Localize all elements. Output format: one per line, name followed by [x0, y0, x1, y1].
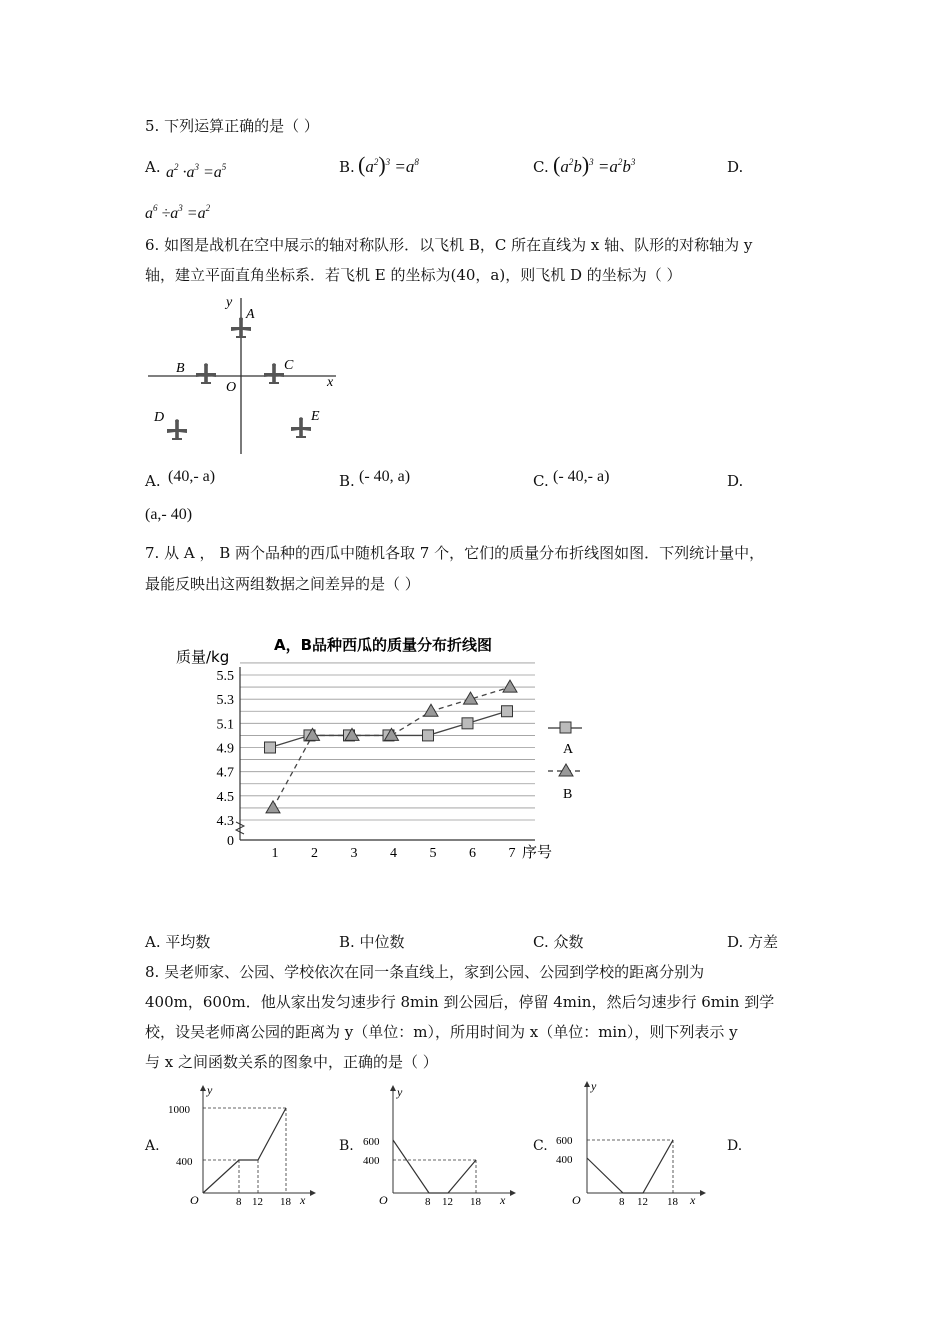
- chart-x-tick: 2: [311, 846, 318, 861]
- chart-point-B: [503, 680, 517, 692]
- q5-stem: 5. 下列运算正确的是（ ）: [145, 117, 319, 135]
- graph-a-xtick-12: 12: [252, 1196, 263, 1208]
- q8-line1: 8. 吴老师家、公园、学校依次在同一条直线上，家到公园、公园到学校的距离分别为: [145, 963, 705, 981]
- chart-point-B: [266, 801, 280, 813]
- chart-x-tick: 5: [429, 846, 437, 861]
- graph-a-ytick-400: 400: [176, 1156, 193, 1168]
- q7-option-d: D. 方差: [727, 933, 779, 951]
- q5-option-c-label: C.: [533, 158, 549, 176]
- fig6-c-label: C: [284, 358, 294, 373]
- chart-y-tick: 4.5: [216, 789, 234, 805]
- fig6-d-label: D: [154, 410, 165, 425]
- chart-y-tick: 5.1: [216, 717, 234, 733]
- graph-c-ytick-600: 600: [556, 1135, 573, 1147]
- chart-x-tick: 3: [350, 846, 358, 861]
- q8-line2: 400m，600m．他从家出发匀速步行 8min 到公园后，停留 4min，然后匀速步行 6min 到学: [145, 993, 775, 1011]
- graph-b-xtick-8: 8: [425, 1196, 431, 1208]
- chart-y-tick: 4.3: [216, 814, 234, 829]
- fig6-b-label: B: [176, 361, 185, 376]
- q7-line2: 最能反映出这两组数据之间差异的是（ ）: [145, 575, 420, 593]
- chart-x-tick: 4: [390, 846, 397, 861]
- q8-line4: 与 x 之间函数关系的图象中，正确的是（ ）: [145, 1053, 438, 1071]
- graph-a-x: x: [300, 1193, 306, 1207]
- fig6-y-label: y: [226, 295, 233, 310]
- q6-option-c-label: C.: [533, 472, 549, 490]
- graph-c-xtick-8: 8: [619, 1196, 625, 1208]
- chart-y-tick: 5.5: [216, 669, 234, 684]
- q6-option-d-value: (a,- 40): [145, 506, 193, 523]
- q6-option-d-label: D.: [727, 472, 744, 490]
- graph-b-ytick-400: 400: [363, 1155, 380, 1167]
- graph-b-origin: O: [379, 1193, 388, 1207]
- q5-option-d-expr: $a^6 \div a^3 =a^2$: [145, 203, 211, 222]
- q7-line1: 7. 从 A ， B 两个品种的西瓜中随机各取 7 个，它们的质量分布折线图如图．下列统计量中，: [145, 544, 765, 562]
- plane-e-icon: [291, 417, 311, 438]
- graph-c-origin: O: [572, 1193, 581, 1207]
- q6-option-a-value: (40,- a): [168, 468, 216, 485]
- fig6-origin-label: O: [226, 380, 237, 395]
- q6-option-c-value: (- 40,- a): [553, 468, 610, 485]
- fig6-e-label: E: [311, 409, 320, 424]
- graph-c-xtick-18: 18: [667, 1196, 678, 1208]
- q5-option-b-expr: $(a^2)^3 =a^8$: [358, 152, 419, 177]
- q8-graph-c: [550, 1076, 710, 1210]
- watermelon-mass-chart: [170, 625, 600, 870]
- chart-y-tick: 5.3: [216, 693, 234, 709]
- legend-label-A: A: [563, 742, 574, 757]
- aircraft-formation-figure: [140, 290, 350, 460]
- chart-x-tick: 7: [508, 846, 516, 861]
- q6-line2: 轴，建立平面直角坐标系．若飞机 E 的坐标为(40，a)，则飞机 D 的坐标为（ ）: [145, 266, 682, 284]
- chart-y-tick: 0: [227, 834, 234, 849]
- q8-graph-d-label: D.: [727, 1138, 743, 1154]
- fig6-a-label: A: [246, 307, 255, 322]
- q5-option-a-expr: $a^2 \cdot a^3 =a^5$: [166, 162, 227, 181]
- q8-graph-b-label: B.: [339, 1138, 354, 1154]
- graph-b-ytick-600: 600: [363, 1136, 380, 1148]
- graph-c-x: x: [690, 1193, 696, 1207]
- q6-option-b-value: (- 40, a): [359, 468, 411, 485]
- q5-option-b-label: B.: [339, 158, 355, 176]
- graph-a-xtick-8: 8: [236, 1196, 242, 1208]
- graph-a-xtick-18: 18: [280, 1196, 291, 1208]
- legend-marker-A: [560, 722, 571, 733]
- chart-ylabel: 质量/kg: [176, 648, 230, 666]
- plane-b-icon: [196, 363, 216, 384]
- graph-b-xtick-12: 12: [442, 1196, 453, 1208]
- plane-d-icon: [167, 419, 187, 440]
- q7-option-a: A. 平均数: [145, 933, 211, 951]
- chart-xlabel: 序号: [522, 843, 553, 861]
- q7-option-c: C. 众数: [533, 933, 584, 951]
- graph-c-xtick-12: 12: [637, 1196, 648, 1208]
- chart-point-A: [423, 730, 434, 741]
- graph-b-x: x: [500, 1193, 506, 1207]
- legend-marker-B: [559, 764, 573, 776]
- chart-point-A: [462, 718, 473, 729]
- chart-title: A，B品种西瓜的质量分布折线图: [274, 636, 493, 654]
- q6-option-b-label: B.: [339, 472, 355, 490]
- q8-graph-b: [355, 1080, 520, 1210]
- graph-c-y: y: [591, 1079, 597, 1093]
- graph-a-y: y: [207, 1083, 213, 1097]
- q8-graph-a: [160, 1080, 320, 1210]
- q7-option-b: B. 中位数: [339, 933, 405, 951]
- q5-option-c-expr: $(a^2b)^3 =a^2b^3$: [553, 152, 636, 177]
- graph-b-xtick-18: 18: [470, 1196, 481, 1208]
- graph-a-ytick-1000: 1000: [168, 1104, 190, 1116]
- chart-y-tick: 4.7: [216, 765, 234, 781]
- q6-line1: 6. 如图是战机在空中展示的轴对称队形．以飞机 B，C 所在直线为 x 轴、队形的对称轴为 y: [145, 236, 753, 254]
- plane-c-icon: [264, 363, 284, 384]
- q5-option-d-label: D.: [727, 158, 744, 176]
- chart-x-tick: 6: [469, 846, 476, 861]
- fig6-x-label: x: [327, 375, 334, 390]
- graph-c-ytick-400: 400: [556, 1154, 573, 1166]
- chart-point-A: [502, 706, 513, 717]
- q8-graph-c-label: C.: [533, 1138, 548, 1154]
- q6-option-a-label: A.: [145, 472, 161, 490]
- chart-series-line-A: [270, 711, 507, 747]
- legend-label-B: B: [563, 787, 573, 802]
- graph-a-origin: O: [190, 1193, 199, 1207]
- chart-x-tick: 1: [271, 846, 279, 861]
- chart-axis-break: [236, 822, 244, 834]
- q8-line3: 校，设吴老师离公园的距离为 y（单位：m），所用时间为 x（单位：min），则下列表示 y: [145, 1023, 738, 1041]
- q5-option-a-label: A.: [145, 158, 161, 176]
- graph-b-y: y: [397, 1085, 403, 1099]
- chart-point-A: [265, 742, 276, 753]
- q8-graph-a-label: A.: [145, 1138, 160, 1154]
- chart-y-tick: 4.9: [216, 741, 234, 757]
- chart-point-B: [424, 704, 438, 716]
